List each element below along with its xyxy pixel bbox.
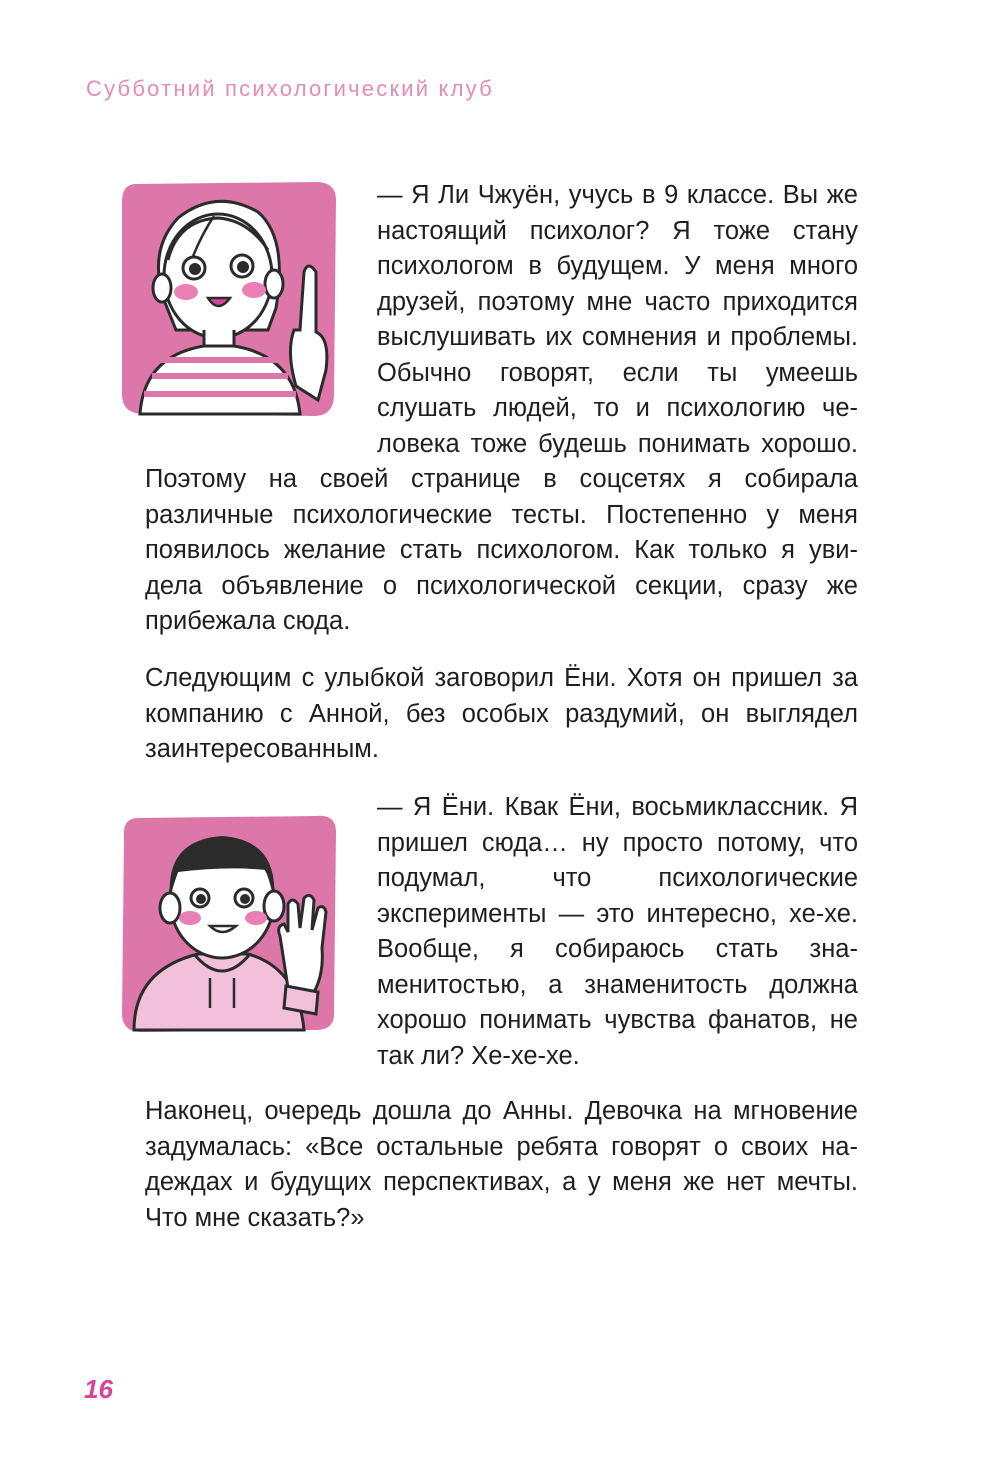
illustration-space xyxy=(145,790,377,1074)
paragraph-yoni-intro: Следующим с улыбкой заговорил Ёни. Хотя он пришел за компанию с Анной, без особых раздумий, он выглядел заинтересованным. xyxy=(145,664,858,763)
paragraph-yoni xyxy=(145,790,858,1074)
page-number: 16 xyxy=(84,1374,113,1404)
paragraph-anna: Наконец, очередь дошла до Анны. Девочка на мгновение задумалась: «Все остальные ребята говорят о своих надеждах и будущих перспективах, а у меня же нет мечты. Что мне сказать?» xyxy=(145,1097,858,1232)
yoni-speech: — Я Ёни. Квак Ёни, восьмиклассник. Я пришел сюда… ну просто потому, что подумал, что психологические эксперименты — это интересно, хе-хе. Вообще, я собираюсь стать знаменитостью, а знаменитость должна хорошо понимать чувства фанатов, не так ли? Хе-хе-хе. xyxy=(377,793,858,1070)
paragraph-ju-yeon xyxy=(145,178,858,640)
ju-yeon-speech: — Я Ли Чжуён, учусь в 9 классе. Вы же настоящий психолог? Я тоже стану психологом в будущем. У меня много друзей, поэтому мне часто приходится выслушивать их сомнения и проблемы. Обычно говорят, если ты умеешь слушать людей, то и психологию человека тоже будешь понимать хорошо. Поэтому на своей странице в соцсетях я собирала различные психологические тесты. Постепенно у меня появилось желание стать психологом. Как только я увидела объявление о психологической секции, сразу же прибежала сюда. xyxy=(145,181,858,635)
illustration-space xyxy=(145,178,377,462)
running-head: Субботний психологический клуб xyxy=(86,76,494,101)
